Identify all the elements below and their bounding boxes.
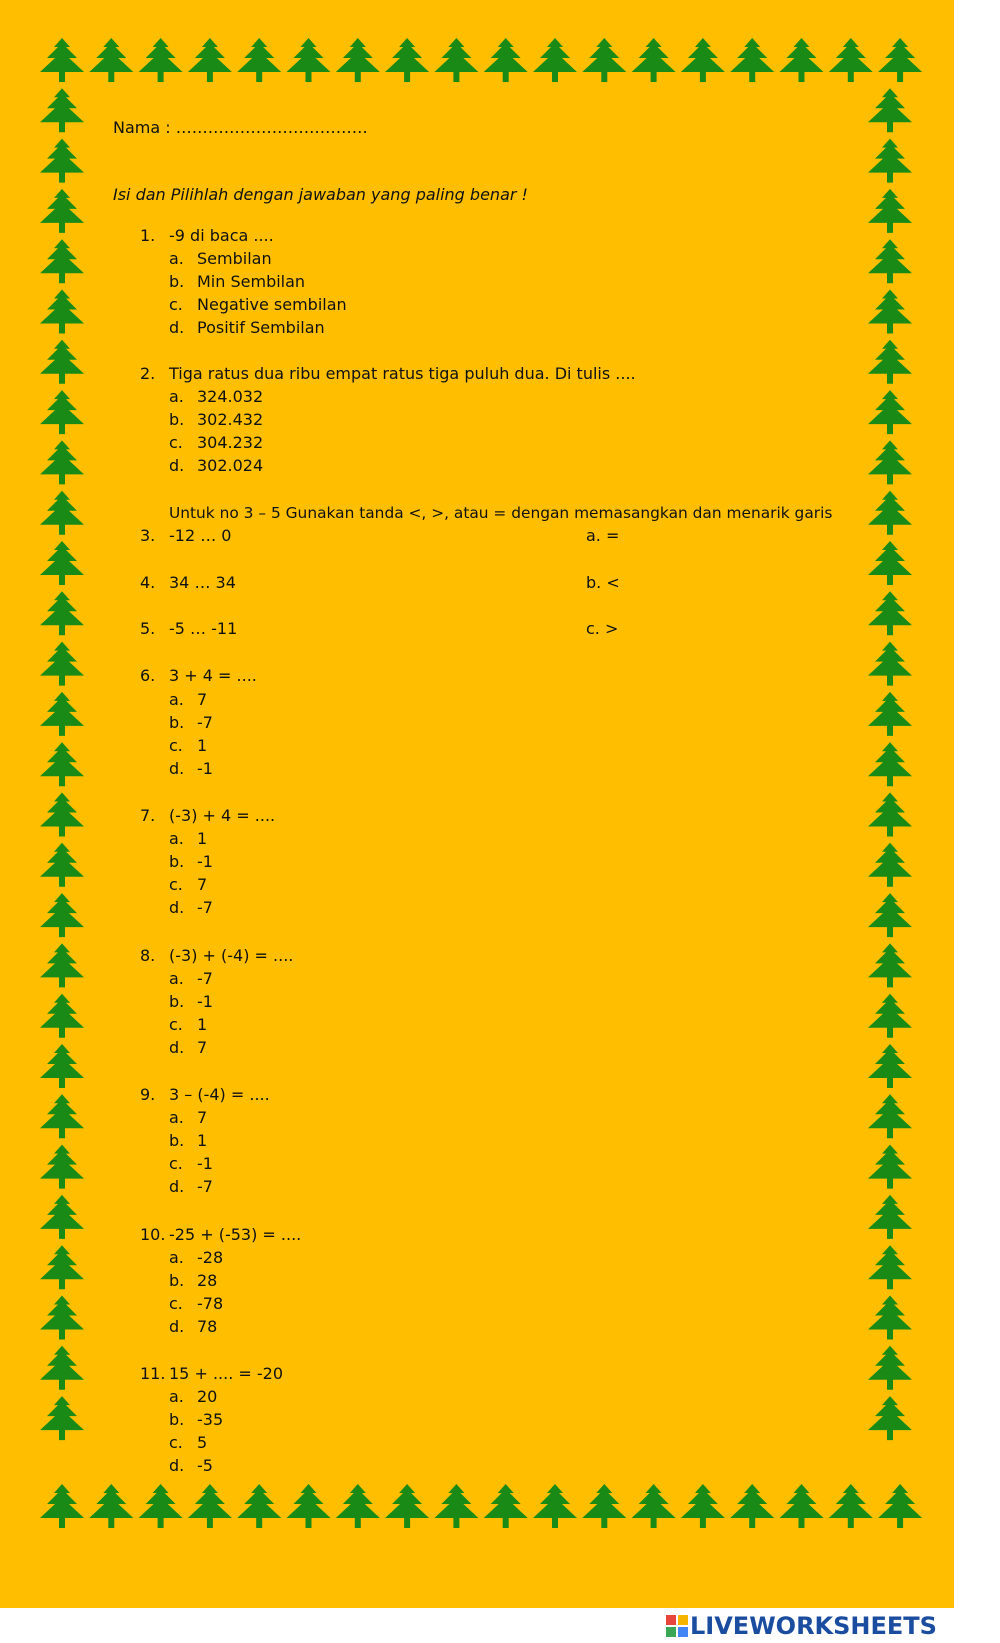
option-9c[interactable]: c. -1: [169, 1154, 213, 1173]
pine-tree-icon: [40, 1346, 84, 1390]
match-option-c[interactable]: c. >: [586, 619, 619, 638]
option-11c[interactable]: c. 5: [169, 1433, 208, 1452]
pine-tree-icon: [681, 1484, 725, 1528]
option-2d[interactable]: d. 302.024: [169, 456, 264, 475]
pine-tree-icon: [139, 38, 183, 82]
pine-tree-icon: [40, 692, 84, 736]
pine-tree-icon: [780, 38, 824, 82]
pine-tree-icon: [868, 340, 912, 384]
pine-tree-icon: [40, 290, 84, 334]
pine-tree-icon: [868, 943, 912, 987]
pine-tree-icon: [40, 642, 84, 686]
pine-tree-icon: [40, 491, 84, 535]
pine-tree-icon: [484, 1484, 528, 1528]
option-8a[interactable]: a. -7: [169, 969, 213, 988]
pine-tree-icon: [237, 38, 281, 82]
option-9b[interactable]: b. 1: [169, 1131, 208, 1150]
pine-tree-icon: [868, 1346, 912, 1390]
pine-tree-icon: [40, 239, 84, 283]
option-9d[interactable]: d. -7: [169, 1177, 213, 1196]
option-2c[interactable]: c. 304.232: [169, 433, 264, 452]
pine-tree-icon: [237, 1484, 281, 1528]
option-7a[interactable]: a. 1: [169, 829, 208, 848]
pine-tree-icon: [868, 742, 912, 786]
pine-tree-icon: [40, 541, 84, 585]
option-2b[interactable]: b. 302.432: [169, 410, 264, 429]
pine-tree-icon: [780, 1484, 824, 1528]
pine-tree-icon: [533, 1484, 577, 1528]
pine-tree-icon: [582, 1484, 626, 1528]
pine-tree-icon: [287, 1484, 331, 1528]
pine-tree-icon: [40, 943, 84, 987]
question-5[interactable]: 5. -5 … -11: [140, 619, 238, 638]
pine-tree-icon: [40, 38, 84, 82]
pine-tree-icon: [868, 189, 912, 233]
pine-tree-icon: [40, 1484, 84, 1528]
pine-tree-icon: [434, 38, 478, 82]
question-9: 9. 3 – (-4) = ....: [140, 1085, 270, 1104]
pine-tree-icon: [868, 994, 912, 1038]
pine-tree-icon: [336, 38, 380, 82]
pine-tree-icon: [868, 591, 912, 635]
option-1a[interactable]: a. Sembilan: [169, 249, 272, 268]
pine-tree-icon: [730, 1484, 774, 1528]
match-option-b[interactable]: b. <: [586, 573, 620, 592]
pine-tree-icon: [40, 139, 84, 183]
question-text: -9 di baca ....: [169, 226, 274, 245]
question-text: Tiga ratus dua ribu empat ratus tiga puluh dua. Di tulis ....: [169, 364, 636, 383]
question-3[interactable]: 3. -12 … 0: [140, 526, 232, 545]
option-10d[interactable]: d. 78: [169, 1317, 218, 1336]
option-6a[interactable]: a. 7: [169, 690, 208, 709]
pine-tree-icon: [868, 390, 912, 434]
pine-tree-icon: [89, 38, 133, 82]
pine-tree-icon: [40, 440, 84, 484]
pine-tree-icon: [40, 843, 84, 887]
pine-tree-icon: [878, 1484, 922, 1528]
liveworksheets-logo-icon: [666, 1615, 688, 1637]
liveworksheets-brand-text: LIVEWORKSHEETS: [690, 1612, 937, 1640]
pine-tree-icon: [582, 38, 626, 82]
option-8d[interactable]: d. 7: [169, 1038, 208, 1057]
pine-tree-icon: [868, 1245, 912, 1289]
question-number: 1.: [140, 226, 156, 245]
option-6b[interactable]: b. -7: [169, 713, 213, 732]
pine-tree-icon: [40, 994, 84, 1038]
question-10: 10. -25 + (-53) = ....: [140, 1225, 302, 1244]
option-1d[interactable]: d. Positif Sembilan: [169, 318, 325, 337]
question-number: 2.: [140, 364, 156, 383]
pine-tree-icon: [40, 591, 84, 635]
question-8: 8. (-3) + (-4) = ....: [140, 946, 294, 965]
instruction-text: Isi dan Pilihlah dengan jawaban yang paling benar !: [113, 185, 528, 204]
option-2a[interactable]: a. 324.032: [169, 387, 264, 406]
pine-tree-icon: [336, 1484, 380, 1528]
name-field-label: Nama : ………………………………: [113, 118, 368, 137]
question-11: 11. 15 + .... = -20: [140, 1364, 283, 1383]
pine-tree-icon: [40, 1195, 84, 1239]
pine-tree-icon: [868, 139, 912, 183]
pine-tree-icon: [868, 893, 912, 937]
pine-tree-icon: [484, 38, 528, 82]
question-4[interactable]: 4. 34 … 34: [140, 573, 236, 592]
option-10c[interactable]: c. -78: [169, 1294, 224, 1313]
pine-tree-icon: [868, 1094, 912, 1138]
option-9a[interactable]: a. 7: [169, 1108, 208, 1127]
pine-tree-icon: [868, 1396, 912, 1440]
pine-tree-icon: [681, 38, 725, 82]
pine-tree-icon: [188, 38, 232, 82]
pine-tree-icon: [868, 1044, 912, 1088]
option-11d[interactable]: d. -5: [169, 1456, 213, 1475]
pine-tree-icon: [40, 1245, 84, 1289]
option-1c[interactable]: c. Negative sembilan: [169, 295, 347, 314]
option-8b[interactable]: b. -1: [169, 992, 213, 1011]
pine-tree-icon: [40, 893, 84, 937]
pine-tree-icon: [434, 1484, 478, 1528]
pine-tree-icon: [868, 1296, 912, 1340]
pine-tree-icon: [632, 38, 676, 82]
option-6d[interactable]: d. -1: [169, 759, 213, 778]
option-7b[interactable]: b. -1: [169, 852, 213, 871]
pine-tree-icon: [868, 290, 912, 334]
question-2: [140, 364, 636, 384]
pine-tree-icon: [868, 642, 912, 686]
option-10b[interactable]: b. 28: [169, 1271, 218, 1290]
option-10a[interactable]: a. -28: [169, 1248, 224, 1267]
pine-tree-icon: [40, 189, 84, 233]
pine-tree-icon: [868, 491, 912, 535]
pine-tree-icon: [868, 793, 912, 837]
matching-instruction: Untuk no 3 – 5 Gunakan tanda <, >, atau = dengan memasangkan dan menarik garis: [169, 504, 833, 522]
pine-tree-icon: [868, 440, 912, 484]
question-6: 6. 3 + 4 = ....: [140, 666, 257, 685]
pine-tree-icon: [40, 1044, 84, 1088]
pine-tree-icon: [385, 1484, 429, 1528]
question-7: 7. (-3) + 4 = ....: [140, 806, 276, 825]
pine-tree-icon: [89, 1484, 133, 1528]
pine-tree-icon: [40, 1145, 84, 1189]
pine-tree-icon: [139, 1484, 183, 1528]
pine-tree-icon: [40, 390, 84, 434]
option-8c[interactable]: c. 1: [169, 1015, 208, 1034]
pine-tree-icon: [632, 1484, 676, 1528]
option-7d[interactable]: d. -7: [169, 898, 213, 917]
pine-tree-icon: [868, 843, 912, 887]
option-6c[interactable]: c. 1: [169, 736, 208, 755]
pine-tree-icon: [385, 38, 429, 82]
pine-tree-icon: [868, 1145, 912, 1189]
pine-tree-icon: [188, 1484, 232, 1528]
match-option-a[interactable]: a. =: [586, 526, 620, 545]
pine-tree-icon: [829, 1484, 873, 1528]
pine-tree-icon: [730, 38, 774, 82]
pine-tree-icon: [40, 742, 84, 786]
pine-tree-icon: [868, 1195, 912, 1239]
pine-tree-icon: [287, 38, 331, 82]
pine-tree-icon: [868, 88, 912, 132]
option-11b[interactable]: b. -35: [169, 1410, 224, 1429]
pine-tree-icon: [868, 692, 912, 736]
pine-tree-icon: [40, 793, 84, 837]
pine-tree-icon: [40, 88, 84, 132]
option-1b[interactable]: b. Min Sembilan: [169, 272, 306, 291]
option-11a[interactable]: a. 20: [169, 1387, 218, 1406]
pine-tree-icon: [40, 1094, 84, 1138]
question-1: [140, 226, 274, 246]
pine-tree-icon: [829, 38, 873, 82]
pine-tree-icon: [40, 1396, 84, 1440]
pine-tree-icon: [40, 340, 84, 384]
pine-tree-icon: [878, 38, 922, 82]
pine-tree-icon: [40, 1296, 84, 1340]
liveworksheets-footer[interactable]: [666, 1608, 1000, 1643]
pine-tree-icon: [868, 541, 912, 585]
pine-tree-icon: [533, 38, 577, 82]
pine-tree-icon: [868, 239, 912, 283]
option-7c[interactable]: c. 7: [169, 875, 208, 894]
